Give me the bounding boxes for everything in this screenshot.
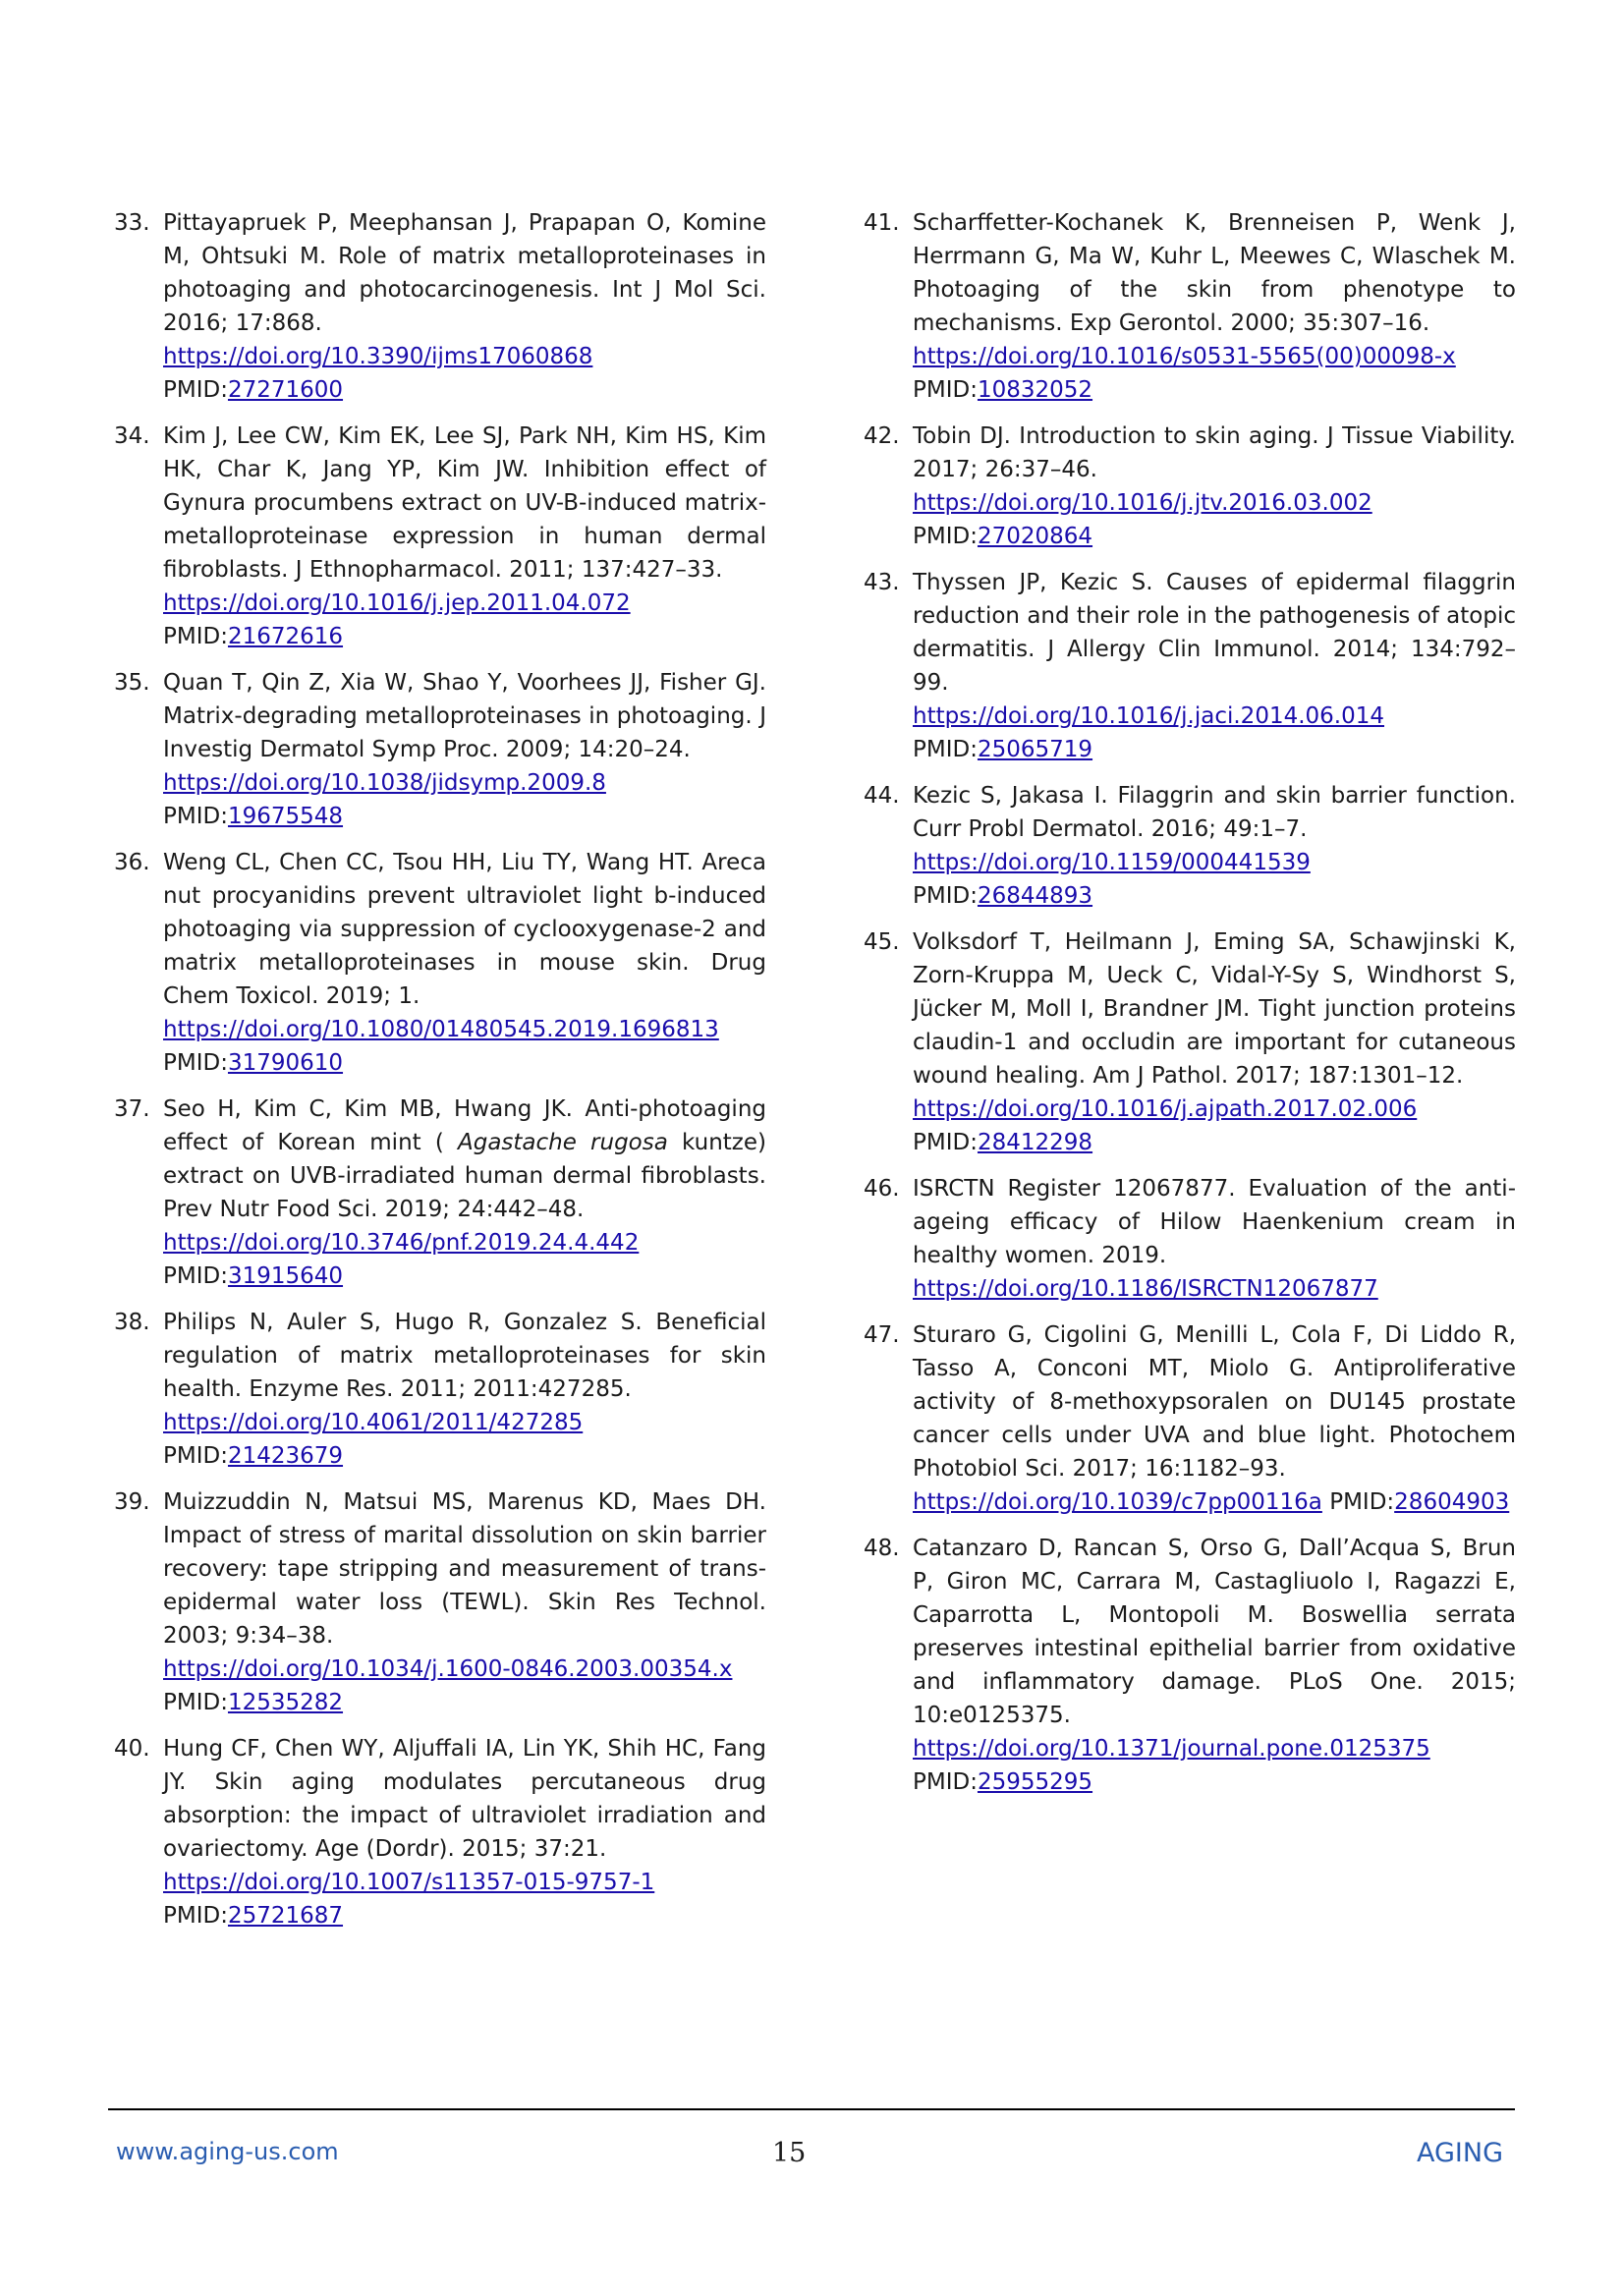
pmid-label: PMID: [163, 624, 228, 649]
pmid-label: PMID: [1329, 1489, 1395, 1515]
doi-link[interactable]: https://doi.org/10.1007/s11357-015-9757-1 [163, 1870, 655, 1895]
pmid-link[interactable]: 31790610 [227, 1050, 344, 1076]
reference-item [864, 420, 1516, 553]
doi-link[interactable]: https://doi.org/10.1080/01480545.2019.1696813 [163, 1017, 719, 1042]
reference-citation: ISRCTN Register 12067877. Evaluation of the anti-ageing efficacy of Hilow Haenkenium cream in healthy women. 2019. [913, 1176, 1516, 1268]
reference-item [864, 1532, 1516, 1799]
pmid-link[interactable]: 25721687 [227, 1903, 344, 1929]
reference-citation: Pittayapruek P, Meephansan J, Prapapan O, Komine M, Ohtsuki M. Role of matrix metalloproteinases in photoaging and photocarcinogenesis. Int J Mol Sci. 2016; 17:868. [163, 210, 766, 336]
reference-citation: Volksdorf T, Heilmann J, Eming SA, Schawjinski K, Zorn-Kruppa M, Ueck C, Vidal-Y-Sy S, Windhorst S, Jücker M, Moll I, Brandner JM. Tight junction proteins claudin-1 and occludin are important for cutaneous wound healing. Am J Pathol. 2017; 187:1301–12. [913, 929, 1516, 1089]
reference-item [114, 666, 766, 833]
reference-item [114, 1732, 766, 1932]
reference-column-left [114, 206, 766, 1945]
reference-item [114, 420, 766, 653]
reference-citation: Quan T, Qin Z, Xia W, Shao Y, Voorhees JJ, Fisher GJ. Matrix-degrading metalloproteinases in photoaging. J Investig Dermatol Symp Proc. 2009; 14:20–24. [163, 670, 766, 762]
pmid-label: PMID: [163, 1690, 228, 1715]
pmid-link[interactable]: 21423679 [227, 1443, 344, 1469]
doi-link[interactable]: https://doi.org/10.1016/j.jaci.2014.06.014 [913, 703, 1385, 729]
reference-item [114, 1306, 766, 1473]
reference-number: 47. [864, 1322, 900, 1348]
reference-item [114, 1485, 766, 1719]
reference-citation: Kim J, Lee CW, Kim EK, Lee SJ, Park NH, Kim HS, Kim HK, Char K, Jang YP, Kim JW. Inhibition effect of Gynura procumbens extract on UV-B-induced matrix-metalloproteinase expression in human dermal fibroblasts. J Ethnopharmacol. 2011; 137:427–33. [163, 423, 766, 583]
reference-number: 43. [864, 570, 900, 595]
reference-citation: Weng CL, Chen CC, Tsou HH, Liu TY, Wang HT. Areca nut procyanidins prevent ultraviolet light b-induced photoaging via suppression of cyclooxygenase-2 and matrix metalloproteinases in mouse skin. Drug Chem Toxicol. 2019; 1. [163, 850, 766, 1009]
doi-link[interactable]: https://doi.org/10.4061/2011/427285 [163, 1410, 584, 1435]
reference-number: 46. [864, 1176, 900, 1202]
reference-item [864, 206, 1516, 407]
pmid-link[interactable]: 25955295 [977, 1769, 1093, 1795]
pmid-label: PMID: [913, 377, 978, 403]
pmid-label: PMID: [163, 1903, 228, 1929]
reference-number: 44. [864, 783, 900, 809]
pmid-label: PMID: [913, 1130, 978, 1155]
journal-name: AGING [1417, 2138, 1504, 2168]
reference-citation: Thyssen JP, Kezic S. Causes of epidermal filaggrin reduction and their role in the pathogenesis of atopic dermatitis. J Allergy Clin Immunol. 2014; 134:792–99. [913, 570, 1516, 696]
doi-link[interactable]: https://doi.org/10.1016/j.jep.2011.04.072 [163, 590, 631, 616]
page-number: 15 [772, 2138, 807, 2168]
pmid-link[interactable]: 12535282 [227, 1690, 344, 1715]
reference-item [114, 846, 766, 1080]
doi-link[interactable]: https://doi.org/10.3746/pnf.2019.24.4.442 [163, 1230, 640, 1256]
reference-citation: Sturaro G, Cigolini G, Menilli L, Cola F, Di Liddo R, Tasso A, Conconi MT, Miolo G. Antiproliferative activity of 8-methoxypsoralen on DU145 prostate cancer cells under UVA and blue light. Photochem Photobiol Sci. 2017; 16:1182–93. [913, 1322, 1516, 1482]
reference-number: 41. [864, 210, 900, 236]
pmid-label: PMID: [163, 1263, 228, 1289]
pmid-label: PMID: [913, 737, 978, 762]
doi-link[interactable]: https://doi.org/10.1371/journal.pone.0125375 [913, 1736, 1430, 1762]
reference-item [114, 1092, 766, 1293]
pmid-label: PMID: [163, 804, 228, 829]
reference-item [864, 1172, 1516, 1306]
citation-text: kuntze) extract on UVB-irradiated human dermal fibroblasts. Prev Nutr Food Sci. 2019; 24:442–48. [163, 1130, 766, 1222]
reference-number: 33. [114, 210, 150, 236]
pmid-link[interactable]: 26844893 [977, 883, 1093, 909]
reference-number: 34. [114, 423, 150, 449]
pmid-label: PMID: [913, 524, 978, 549]
doi-link[interactable]: https://doi.org/10.1034/j.1600-0846.2003.00354.x [163, 1656, 733, 1682]
doi-link[interactable]: https://doi.org/10.1016/j.ajpath.2017.02.006 [913, 1096, 1418, 1122]
reference-number: 45. [864, 929, 900, 955]
pmid-link[interactable]: 25065719 [977, 737, 1093, 762]
reference-number: 39. [114, 1489, 150, 1515]
pmid-label: PMID: [913, 883, 978, 909]
reference-item [114, 206, 766, 407]
reference-item [864, 1318, 1516, 1519]
pmid-link[interactable]: 21672616 [227, 624, 344, 649]
reference-number: 38. [114, 1310, 150, 1335]
reference-number: 35. [114, 670, 150, 696]
citation-text: Seo H, Kim C, Kim MB, Hwang JK. Anti-photoaging effect of Korean mint ( [163, 1096, 766, 1155]
reference-citation: Catanzaro D, Rancan S, Orso G, Dall’Acqua S, Brun P, Giron MC, Carrara M, Castagliuolo I, Ragazzi E, Caparrotta L, Montopoli M. Boswellia serrata preserves intestinal epithelial barrier from oxidative and inflammatory damage. PLoS One. 2015; 10:e0125375. [913, 1536, 1516, 1728]
pmid-label: PMID: [163, 1050, 228, 1076]
reference-column-right [864, 206, 1516, 1812]
species-name: Agastache rugosa [457, 1130, 668, 1155]
doi-link[interactable]: https://doi.org/10.1186/ISRCTN12067877 [913, 1276, 1378, 1302]
pmid-label: PMID: [163, 377, 228, 403]
reference-item [864, 566, 1516, 766]
pmid-label: PMID: [163, 1443, 228, 1469]
pmid-link[interactable]: 27271600 [227, 377, 344, 403]
doi-link[interactable]: https://doi.org/10.1159/000441539 [913, 850, 1311, 875]
pmid-link[interactable]: 28412298 [977, 1130, 1093, 1155]
pmid-link[interactable]: 31915640 [227, 1263, 344, 1289]
doi-link[interactable]: https://doi.org/10.1038/jidsymp.2009.8 [163, 770, 606, 796]
reference-citation: Muizzuddin N, Matsui MS, Marenus KD, Maes DH. Impact of stress of marital dissolution on skin barrier recovery: tape stripping and measurement of trans-epidermal water loss (TEWL). Skin Res Technol. 2003; 9:34–38. [163, 1489, 766, 1649]
pmid-link[interactable]: 19675548 [227, 804, 344, 829]
reference-number: 37. [114, 1096, 150, 1122]
doi-link[interactable]: https://doi.org/10.3390/ijms17060868 [163, 344, 593, 369]
reference-citation: Tobin DJ. Introduction to skin aging. J Tissue Viability. 2017; 26:37–46. [913, 423, 1516, 482]
pmid-label: PMID: [913, 1769, 978, 1795]
reference-citation: Kezic S, Jakasa I. Filaggrin and skin barrier function. Curr Probl Dermatol. 2016; 49:1–7. [913, 783, 1516, 842]
reference-citation: Philips N, Auler S, Hugo R, Gonzalez S. Beneficial regulation of matrix metalloproteinases for skin health. Enzyme Res. 2011; 2011:427285. [163, 1310, 766, 1402]
reference-number: 48. [864, 1536, 900, 1561]
reference-citation: Scharffetter-Kochanek K, Brenneisen P, Wenk J, Herrmann G, Ma W, Kuhr L, Meewes C, Wlaschek M. Photoaging of the skin from phenotype to mechanisms. Exp Gerontol. 2000; 35:307–16. [913, 210, 1516, 336]
doi-link[interactable]: https://doi.org/10.1039/c7pp00116a [913, 1489, 1322, 1515]
reference-number: 36. [114, 850, 150, 875]
reference-citation: Hung CF, Chen WY, Aljuffali IA, Lin YK, Shih HC, Fang JY. Skin aging modulates percutaneous drug absorption: the impact of ultraviolet irradiation and ovariectomy. Age (Dordr). 2015; 37:21. [163, 1736, 766, 1862]
footer-website-link[interactable]: www.aging-us.com [116, 2138, 339, 2165]
reference-item [864, 779, 1516, 913]
doi-link[interactable]: https://doi.org/10.1016/j.jtv.2016.03.002 [913, 490, 1372, 516]
reference-number: 40. [114, 1736, 150, 1762]
footer-divider [108, 2108, 1515, 2110]
pmid-link[interactable]: 28604903 [1394, 1489, 1510, 1515]
reference-item [864, 925, 1516, 1159]
pmid-link[interactable]: 27020864 [977, 524, 1093, 549]
pmid-link[interactable]: 10832052 [977, 377, 1093, 403]
reference-citation [163, 1092, 766, 1226]
doi-link[interactable]: https://doi.org/10.1016/s0531-5565(00)00098-x [913, 344, 1456, 369]
reference-number: 42. [864, 423, 900, 449]
